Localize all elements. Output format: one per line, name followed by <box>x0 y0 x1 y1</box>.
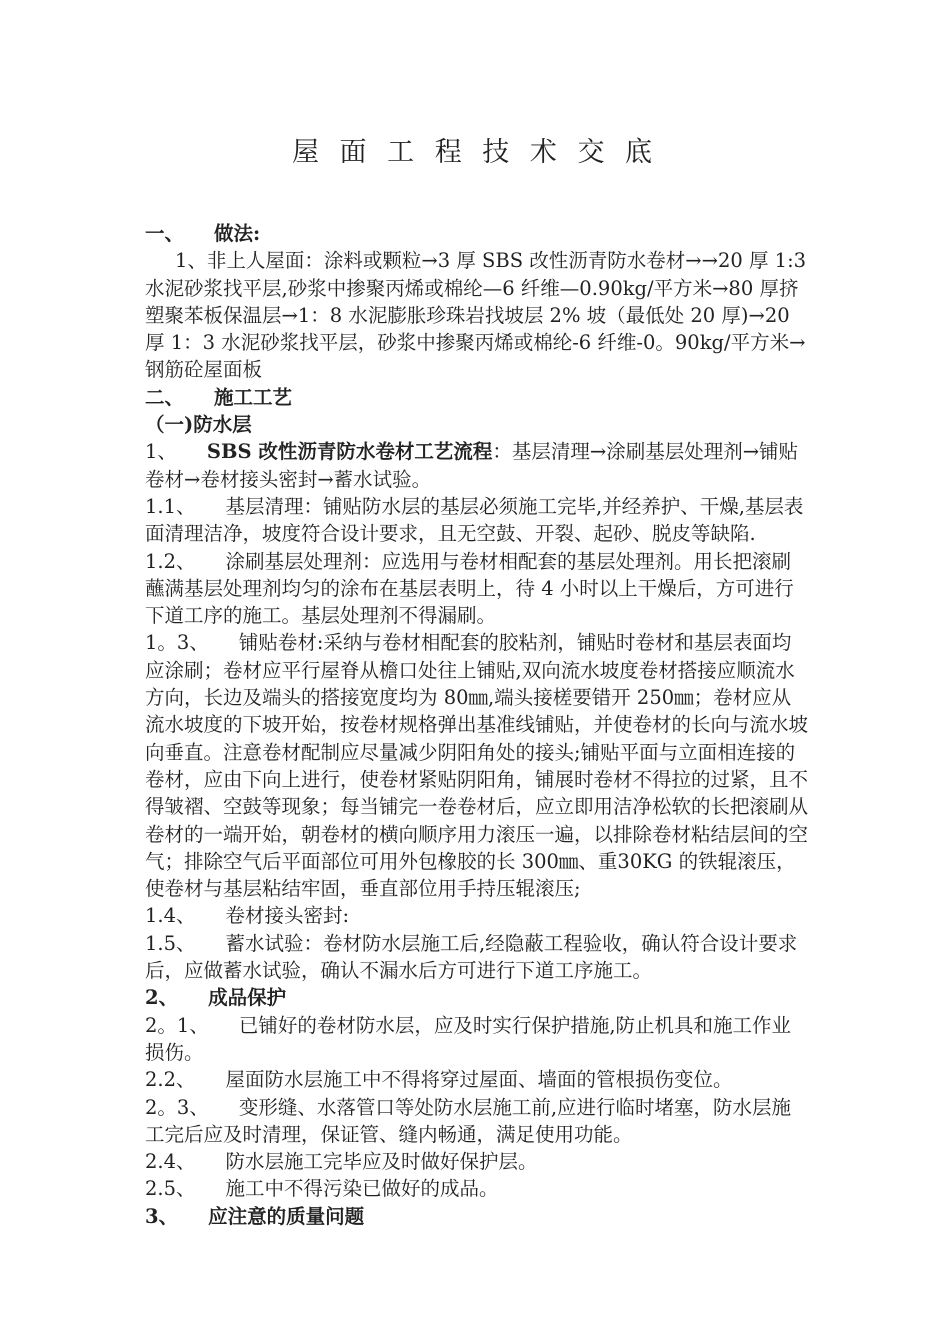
page-title: 屋 面 工 程 技 术 交 底 <box>291 137 659 168</box>
item-number: 2.2、 <box>145 1068 196 1092</box>
item-number: 1、 <box>145 440 177 464</box>
section-title: 做法: <box>214 222 261 245</box>
item-number: 1。3、 <box>145 631 209 655</box>
item-text: 涂刷基层处理剂：应选用与卷材相配套的基层处理剂。用长把滚刷蘸满基层处理剂均匀的涂布在基层表明上，待 4 小时以上干燥后，方可进行下道工序的施工。基层处理剂不得漏刷。 <box>145 549 794 628</box>
item-title: 应注意的质量问题 <box>208 1204 365 1228</box>
item-number: 1.4、 <box>145 904 196 928</box>
item-number: 1.1、 <box>145 494 196 518</box>
item-2-4 <box>145 1148 810 1175</box>
item-text: ：基层清理→涂刷基层处理剂→铺贴卷材→卷材接头密封→蓄水试验。 <box>145 440 799 491</box>
document-body <box>145 220 810 1230</box>
item-text: 已铺好的卷材防水层，应及时实行保护措施,防止机具和施工作业损伤。 <box>145 1013 792 1064</box>
item-2-1 <box>145 1012 810 1067</box>
item-number: 2。3、 <box>145 1095 209 1119</box>
item-1 <box>145 438 810 493</box>
section-heading-1 <box>145 220 810 247</box>
section-heading-2 <box>145 384 810 411</box>
item-text: 屋面防水层施工中不得将穿过屋面、墙面的管根损伤变位。 <box>225 1068 733 1092</box>
item-number: 2.4、 <box>145 1150 196 1174</box>
item-1-1 <box>145 493 810 548</box>
item-1-3 <box>145 629 810 902</box>
item-text: 基层清理：铺贴防水层的基层必须施工完毕,并经养护、干燥,基层表面清理洁净，坡度符合设计要求，且无空鼓、开裂、起砂、脱皮等缺陷. <box>145 494 804 546</box>
subsection-heading: （一)防水层 <box>145 413 252 437</box>
item-text: 卷材接头密封: <box>225 904 350 928</box>
item-number: 3、 <box>145 1204 179 1228</box>
item-2-3 <box>145 1094 810 1149</box>
section-number: 二、 <box>145 385 185 409</box>
item-number: 1.2、 <box>145 549 196 573</box>
item-text: 铺贴卷材:采纳与卷材相配套的胶粘剂，铺贴时卷材和基层表面均应涂刷；卷材应平行屋脊从檐口处往上铺贴,双向流水坡度卷材搭接应顺流水方向，长边及端头的搭接宽度均为 80㎜,端头接槎要错开 250㎜；卷材应从流水坡度的下坡开始，按卷材规格弹出基准线铺贴，并使卷材的长向与流水坡向垂直。注意卷材配制应尽量减少阴阳角处的接头;铺贴平面与立面相连接的卷材，应由下向上进行，使卷材紧贴阴阳角，铺展时卷材不得拉的过紧，且不得皱褶、空鼓等现象；每当铺完一卷卷材后，应立即用洁净松软的长把滚刷从卷材的一端开始，朝卷材的横向顺序用力滚压一遍，以排除卷材粘结层间的空气；排除空气后平面部位可用外包橡胶的长 300㎜、重30KG 的铁辊滚压，使卷材与基层粘结牢固，垂直部位用手持压辊滚压; <box>145 631 809 901</box>
item-2-2 <box>145 1066 810 1093</box>
item-1-5 <box>145 930 810 985</box>
item-2-heading <box>145 984 810 1011</box>
item-number: 2。1、 <box>145 1013 209 1037</box>
item-label: SBS 改性沥青防水卷材工艺流程 <box>206 440 493 464</box>
section-title: 施工工艺 <box>214 385 293 409</box>
item-number: 2、 <box>145 986 179 1010</box>
item-text: 防水层施工完毕应及时做好保护层。 <box>225 1150 538 1174</box>
section-number: 一、 <box>145 222 185 245</box>
item-number: 1.5、 <box>145 931 196 955</box>
item-text: 蓄水试验：卷材防水层施工后,经隐蔽工程验收，确认符合设计要求后，应做蓄水试验，确认不漏水后方可进行下道工序施工。 <box>145 931 798 983</box>
item-number: 2.5、 <box>145 1177 196 1201</box>
item-text: 变形缝、水落管口等处防水层施工前,应进行临时堵塞，防水层施工完后应及时清理，保证管、缝内畅通，满足使用功能。 <box>145 1095 792 1146</box>
item-1-4 <box>145 902 810 929</box>
item-2-5 <box>145 1175 810 1202</box>
item-3-heading <box>145 1203 810 1230</box>
item-text: 施工中不得污染已做好的成品。 <box>225 1177 499 1201</box>
item-title: 成品保护 <box>208 986 287 1010</box>
paragraph-method: 1、非上人屋面：涂料或颗粒→3 厚 SBS 改性沥青防水卷材→→20 厚 1:3 水泥砂浆找平层,砂浆中掺聚丙烯或棉纶—6 纤维—0.90kg/平方米→80 厚挤塑聚苯板保温层→1：8 水泥膨胀珍珠岩找坡层 2% 坡（最低处 20 厚)→20 厚 1：3 水泥砂浆找平层，砂浆中掺聚丙烯或棉纶-6 纤维-0。90kg/平方米→钢筋砼屋面板 <box>145 249 807 382</box>
item-1-2 <box>145 548 810 630</box>
